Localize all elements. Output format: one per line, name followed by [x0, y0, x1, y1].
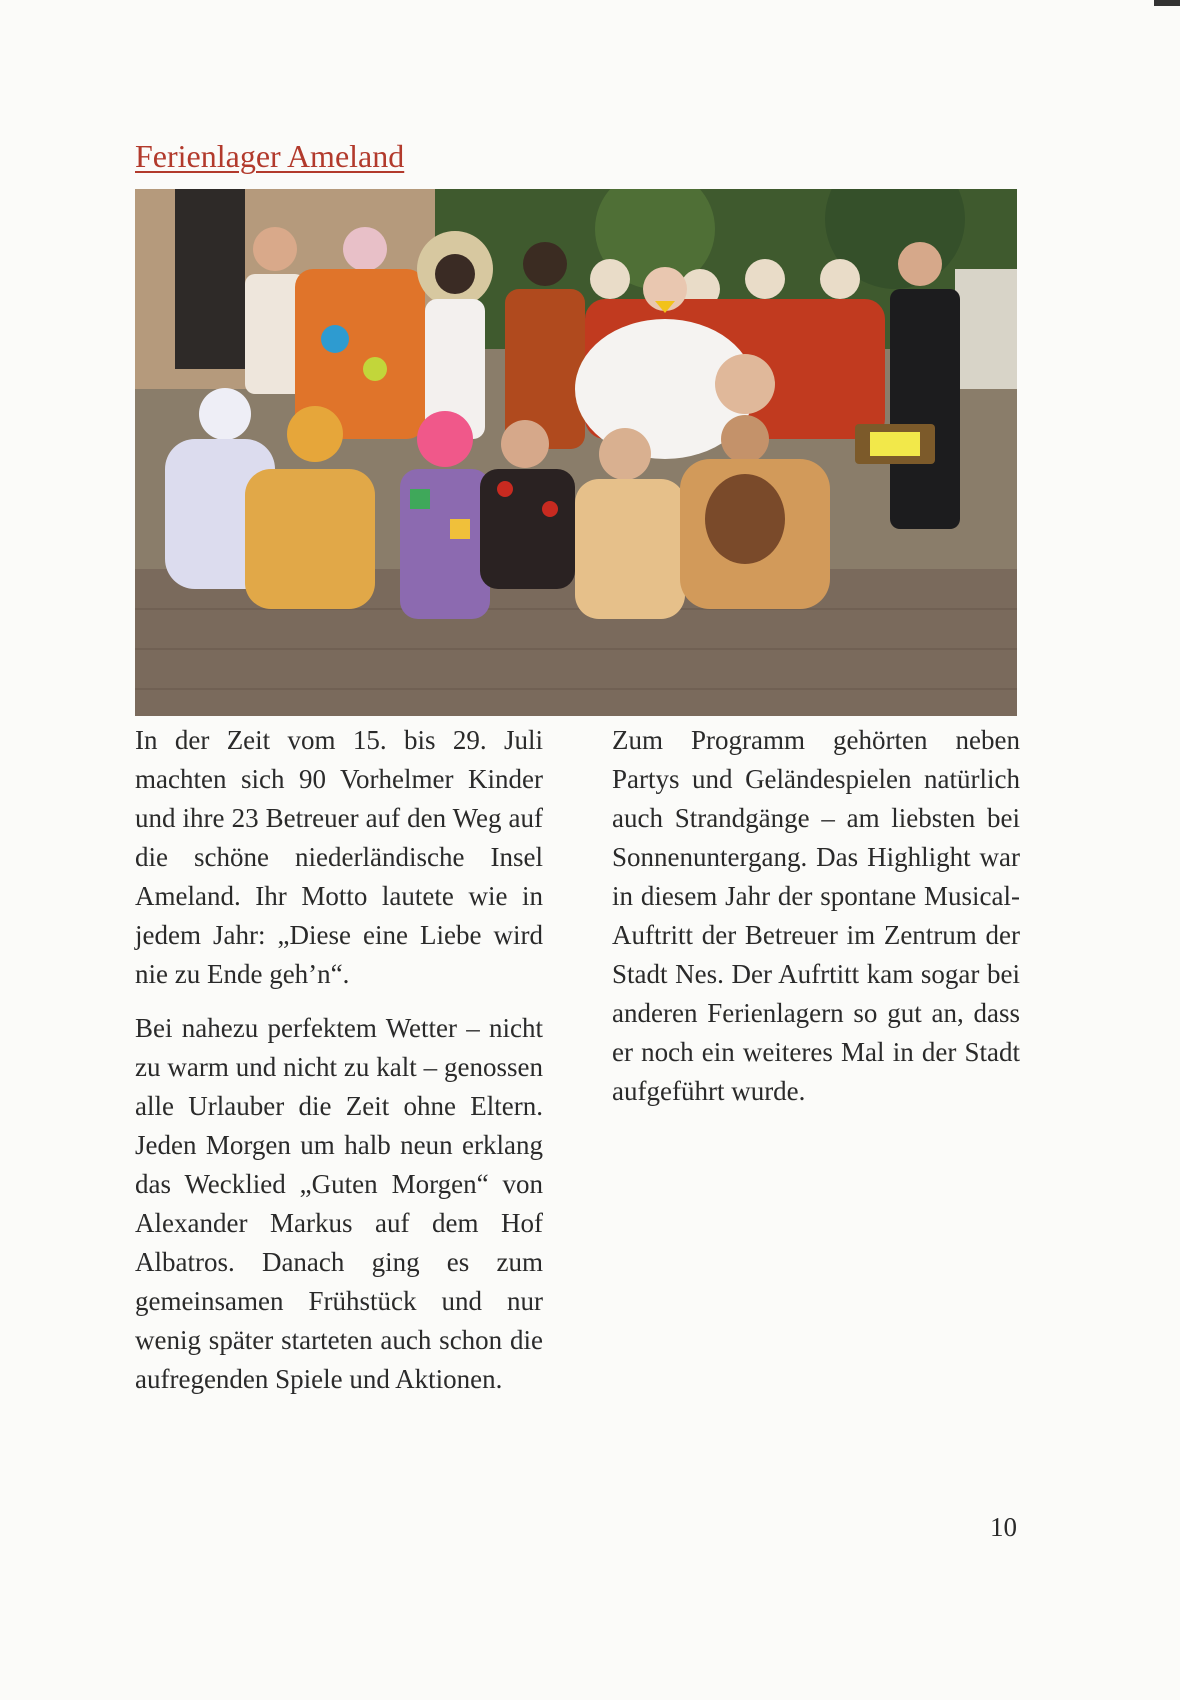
group-photo-costumes-icon — [135, 189, 1017, 716]
text-column-left — [135, 721, 543, 1414]
paragraph-program: Zum Programm gehörten neben Partys und Geländespielen natürlich auch Strandgänge – am liebsten bei Sonnenuntergang. Das Highlight war in diesem Jahr der spontane Musical-Auftritt der Betreuer im Zentrum der Stadt Nes. Der Aufrtitt kam sogar bei anderen Ferienlagern so gut an, dass er noch ein weiteres Mal in der Stadt aufgeführt wurde. — [612, 725, 1020, 1106]
page-number: 10 — [990, 1512, 1017, 1542]
paragraph-intro: In der Zeit vom 15. bis 29. Juli machten sich 90 Vorhelmer Kinder und ihre 23 Betreuer auf den Weg auf die schöne niederländische Insel Ameland. Ihr Motto lautete wie in jedem Jahr: „Diese eine Liebe wird nie zu Ende geh’n“. — [135, 725, 543, 989]
scan-edge-mark — [1154, 0, 1180, 6]
text-column-right — [612, 721, 1020, 1126]
article-title: Ferienlager Ameland — [135, 138, 405, 174]
paragraph-weather: Bei nahezu perfektem Wetter – nicht zu warm und nicht zu kalt – genossen alle Urlauber die Zeit ohne Eltern. Jeden Morgen um halb neun erklang das Wecklied „Guten Morgen“ von Alexander Markus auf dem Hof Albatros. Danach ging es zum gemeinsamen Frühstück und nur wenig später starteten auch schon die aufregenden Spiele und Aktionen. — [135, 1013, 543, 1394]
group-photo — [135, 189, 1017, 716]
